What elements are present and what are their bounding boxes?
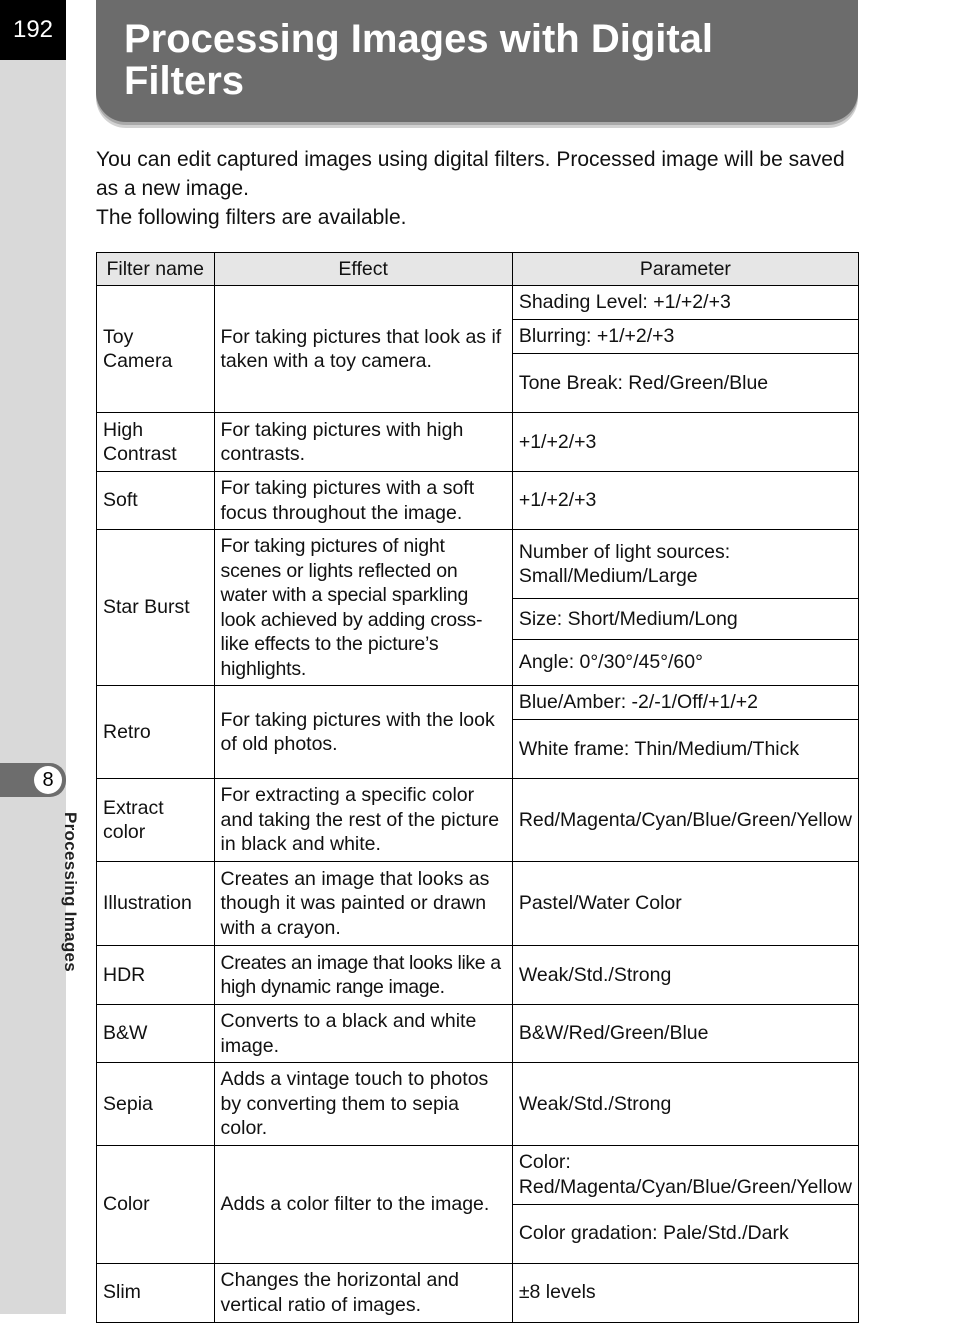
filter-parameter-cell: +1/+2/+3 (512, 472, 858, 530)
filter-name-cell: High Contrast (97, 413, 215, 472)
filter-parameter-cell: Color: Red/Magenta/Cyan/Blue/Green/Yellow (512, 1145, 858, 1204)
table-row (97, 686, 859, 720)
filter-effect-cell: For taking pictures with the look of old photos. (214, 686, 512, 779)
filter-name-cell: Star Burst (97, 530, 215, 686)
table-row (97, 286, 859, 320)
filter-effect-cell: For taking pictures with a soft focus throughout the image. (214, 472, 512, 530)
table-row (97, 1145, 859, 1204)
filter-parameter-cell: Red/Magenta/Cyan/Blue/Green/Yellow (512, 779, 858, 862)
filter-name-cell: HDR (97, 946, 215, 1005)
filter-parameter-cell: Shading Level: +1/+2/+3 (512, 286, 858, 320)
filter-effect-cell: For extracting a specific color and taking the rest of the picture in black and white. (214, 779, 512, 862)
filter-effect-cell: For taking pictures of night scenes or lights reflected on water with a special sparkling look achieved by adding cross-like effects to the picture’s highlights. (214, 530, 512, 686)
filter-parameter-cell: +1/+2/+3 (512, 413, 858, 472)
header-filter-name: Filter name (97, 253, 215, 286)
filter-parameter-cell: Pastel/Water Color (512, 862, 858, 946)
filter-table-body (97, 286, 859, 1323)
filter-effect-cell: For taking pictures that look as if taken with a toy camera. (214, 286, 512, 413)
filter-parameter-cell: Weak/Std./Strong (512, 1063, 858, 1146)
filter-parameter-cell: Number of light sources: Small/Medium/Large (512, 530, 858, 599)
table-row (97, 472, 859, 530)
filter-name-cell: B&W (97, 1005, 215, 1063)
filter-parameter-cell: B&W/Red/Green/Blue (512, 1005, 858, 1063)
intro-paragraph-1: You can edit captured images using digital filters. Processed image will be saved as a new image. (96, 148, 845, 200)
intro-paragraph-2: The following filters are available. (96, 206, 407, 229)
filter-parameter-cell: Blue/Amber: -2/-1/Off/+1/+2 (512, 686, 858, 720)
header-parameter: Parameter (512, 253, 858, 286)
filter-name-cell: Soft (97, 472, 215, 530)
filter-name-cell: Extract color (97, 779, 215, 862)
filter-effect-cell: Changes the horizontal and vertical ratio of images. (214, 1263, 512, 1322)
filter-effect-cell: For taking pictures with high contrasts. (214, 413, 512, 472)
table-row (97, 1263, 859, 1322)
header-effect: Effect (214, 253, 512, 286)
table-header-row (97, 253, 859, 286)
table-row (97, 1063, 859, 1146)
filter-parameter-cell: Blurring: +1/+2/+3 (512, 320, 858, 354)
filter-name-cell: Retro (97, 686, 215, 779)
filter-table (96, 252, 859, 1323)
filter-parameter-cell: Color gradation: Pale/Std./Dark (512, 1204, 858, 1263)
table-row (97, 779, 859, 862)
filter-name-cell: Color (97, 1145, 215, 1263)
table-row (97, 530, 859, 599)
page-title: Processing Images with Digital Filters (124, 17, 714, 103)
filter-name-cell: Illustration (97, 862, 215, 946)
filter-parameter-cell: Size: Short/Medium/Long (512, 599, 858, 640)
filter-parameter-cell: Weak/Std./Strong (512, 946, 858, 1005)
intro-text (96, 145, 866, 232)
chapter-label: Processing Images (61, 812, 80, 973)
side-strip (0, 0, 66, 1314)
filter-name-cell: Slim (97, 1263, 215, 1322)
table-row (97, 1005, 859, 1063)
filter-effect-cell: Adds a vintage touch to photos by converting them to sepia color. (214, 1063, 512, 1146)
filter-parameter-cell: White frame: Thin/Medium/Thick (512, 720, 858, 779)
filter-effect-cell: Adds a color filter to the image. (214, 1145, 512, 1263)
filter-parameter-cell: Angle: 0°/30°/45°/60° (512, 640, 858, 686)
chapter-number: 8 (34, 766, 62, 794)
table-row (97, 946, 859, 1005)
table-row (97, 413, 859, 472)
filter-effect-cell: Creates an image that looks as though it was painted or drawn with a crayon. (214, 862, 512, 946)
filter-name-cell: Toy Camera (97, 286, 215, 413)
filter-effect-cell: Converts to a black and white image. (214, 1005, 512, 1063)
filter-parameter-cell: Tone Break: Red/Green/Blue (512, 354, 858, 413)
table-row (97, 862, 859, 946)
filter-name-cell: Sepia (97, 1063, 215, 1146)
filter-parameter-cell: ±8 levels (512, 1263, 858, 1322)
filter-effect-cell: Creates an image that looks like a high dynamic range image. (214, 946, 512, 1005)
page-number: 192 (0, 0, 66, 60)
